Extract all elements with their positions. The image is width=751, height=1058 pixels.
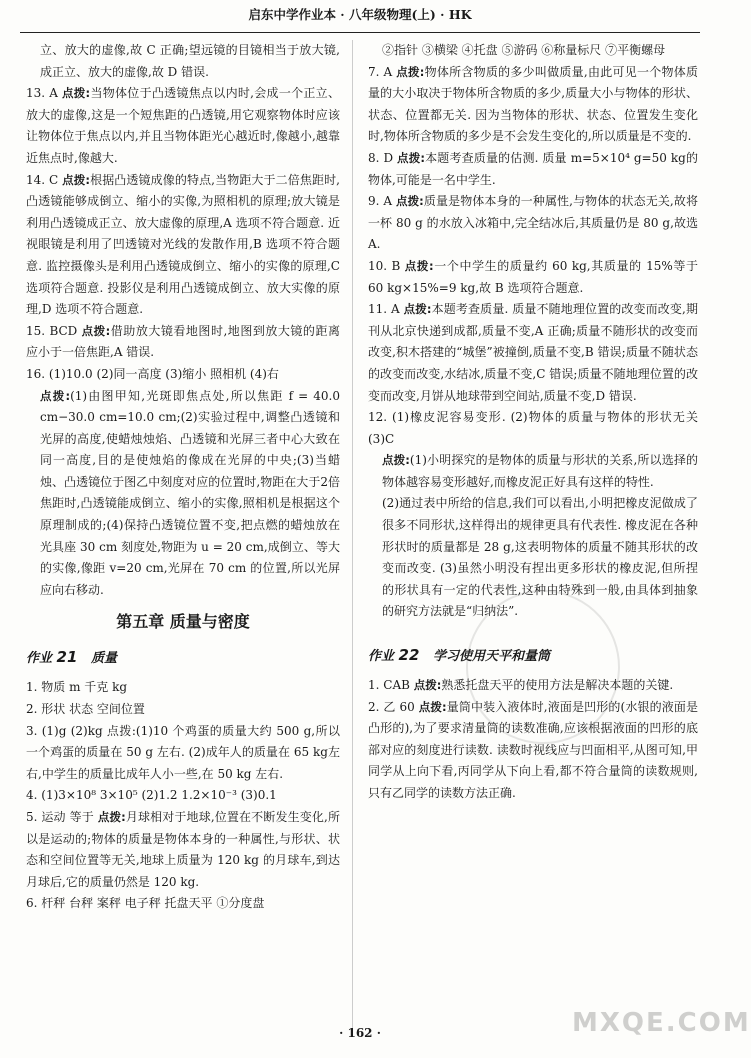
item-text: 当物体位于凸透镜焦点以内时,会成一个正立、放大的虚像,这是一个短焦距的凸透镜,用它观察物体时应该让物体位于焦点以内,并且当物体距光心越近时,像越小,越靠近焦点时,像越大.: [26, 86, 340, 165]
item-text: 立、放大的虚像,故 C 正确;望远镜的目镜相当于放大镜,成正立、放大的虚像,故 D 错误.: [40, 43, 340, 79]
hint-label: 点拨:: [403, 302, 432, 317]
hint-label: 点拨:: [397, 150, 425, 165]
item-answer: 物质 m 千克 kg: [41, 680, 128, 695]
item-text: 一个中学生的质量约 60 kg,其质量的 15%等于60 kg×15%=9 kg,故 B 选项符合题意.: [368, 258, 698, 295]
answer-item: [26, 677, 340, 699]
item-number: 15.: [26, 323, 46, 338]
answer-item: [26, 321, 340, 364]
hint-label: 点拨:: [61, 86, 91, 101]
item-text: 本题考查质量. 质量不随地理位置的改变而改变,期刊从北京快递到成都,质量不变,A 正确;质量不随形状的改变而改变,积木搭建的“城堡”被撞倒,质量不变,B 错误;质量不随状态的改变而改变,水结冰,质量不变,C 错误;质量不随地理位置的改变而改变,月饼从地球带到空间站,质量不变,D 错误.: [368, 302, 698, 403]
page-number: · 162 ·: [339, 1026, 381, 1040]
item-answer: (1)橡皮泥容易变形. (2)物体的质量与物体的形状无关 (3)C: [368, 410, 698, 446]
answer-item: [26, 807, 340, 893]
item-text: 月球相对于地球,位置在不断发生变化,所以是运动的;物体的质量是物体本身的一种属性,与形状、状态和空间位置等无关,地球上质量为 120 kg 的月球车,到达月球后,它的质量仍然是 120 kg.: [26, 810, 340, 889]
item-text: (1)小明探究的是物体的质量与形状的关系,所以选择的物体越容易变形越好,而橡皮泥正好具有这样的特性.: [382, 453, 698, 489]
hint-label: 点拨:: [40, 388, 71, 403]
answer-item: [368, 299, 698, 407]
section-prefix: 作业: [26, 651, 53, 667]
item-number: 13.: [26, 86, 46, 101]
item-text: (2)通过表中所给的信息,我们可以看出,小明把橡皮泥做成了很多不同形状,这样得出的规律更具有代表性. 橡皮泥在各种形状时的质量都是 28 g,这表明物体的质量不随其形状的改变而改变. (3)虽然小明没有捏出更多形状的橡皮泥,但所捏的形状具有一定的代表性,这种由特殊到一般,由具体到抽象的研究方法就是“归纳法”.: [382, 496, 698, 619]
section-title: 学习使用天平和量筒: [433, 649, 551, 665]
item-number: 14.: [26, 172, 46, 187]
answer-item: [26, 785, 340, 807]
item-number: 10.: [368, 258, 388, 273]
answer-item: [368, 256, 698, 299]
item-answer: 形状 状态 空间位置: [41, 702, 145, 717]
section-number: 22: [398, 646, 420, 665]
chapter-title: 第五章 质量与密度: [116, 612, 250, 632]
item-text: 量筒中装入液体时,液面是凹形的(水银的液面是凸形的),为了要求清量筒的读数准确,应该根据液面的凹形的底部对应的刻度进行读数. 读数时视线应与凹面相平,从图可知,甲同学从上向下看,丙同学从下向上看,都不符合量筒的读数规则,只有乙同学的读数方法正确.: [368, 699, 698, 800]
hint-label: 点拨:: [97, 810, 126, 824]
item-answer: B: [391, 258, 401, 273]
running-header: [0, 0, 720, 34]
item-answer: BCD: [49, 323, 78, 338]
item-answer: A: [383, 194, 393, 209]
item-answer: A: [49, 86, 58, 101]
header-title: 启东中学作业本 · 八年级物理(上) · HK: [248, 7, 472, 22]
answer-item: [26, 364, 340, 386]
item-answer: A: [383, 64, 393, 79]
item-number: 5.: [26, 810, 38, 824]
answer-item: [26, 170, 340, 321]
item-text: (1)由图甲知,光斑即焦点处,所以焦距 f = 40.0 cm−30.0 cm=10.0 cm;(2)实验过程中,调整凸透镜和光屏的高度,使蜡烛烛焰、凸透镜和光屏三者中心大致在同一高度,目的是使烛焰的像成在光屏的中央;(3)当蜡烛、凸透镜位于图乙中刻度对应的位置时,物距在大于2倍焦距时,凸透镜能成倒立、缩小的实像,照相机是根据这个原理制成的;(4)保持凸透镜位置不变,把点燃的蜡烛放在光具座 30 cm 刻度处,物距为 u = 20 cm,成倒立、等大的实像,像距 v=20 cm,光屏在 70 cm 的位置,所以光屏应向右移动.: [40, 388, 340, 597]
item-answer: (1)10.0 (2)同一高度 (3)缩小 照相机 (4)右: [48, 366, 279, 381]
item-number: 11.: [368, 302, 388, 317]
column-divider: [352, 40, 353, 1030]
answer-item: [26, 83, 340, 169]
item-text: 根据凸透镜成像的特点,当物距大于二倍焦距时,凸透镜能够成倒立、缩小的实像,为照相机的原理;放大镜是利用凸透镜成正立、放大虚像的原理,A 选项不符合题意. 近视眼镜是利用了凹透镜对光线的发散作用,B 选项不符合题意. 监控摄像头是利用凸透镜成倒立、缩小的实像的原理,C 选项符合题意. 投影仪是利用凸透镜成倒立、放大实像的原理,D 选项不符合题意.: [26, 172, 340, 317]
watermark-logo: MXQE.COM: [572, 1008, 751, 1038]
item-number: 2.: [26, 702, 38, 717]
section-title: 质量: [91, 651, 118, 667]
answer-item: [368, 62, 698, 148]
answer-item: [368, 191, 698, 256]
item-answer: (1)3×10⁸ 3×10⁵ (2)1.2 1.2×10⁻³ (3)0.1: [41, 788, 277, 803]
header-rule: [20, 32, 700, 33]
item-number: 7.: [368, 64, 380, 79]
item-answer: CAB: [383, 678, 410, 693]
item-number: 12.: [368, 410, 388, 425]
section-heading-21: [26, 643, 340, 673]
item-number: 1.: [26, 680, 38, 695]
hint-label: 点拨:: [395, 194, 424, 209]
answer-paragraph: [26, 40, 340, 83]
section-number: 21: [56, 648, 78, 667]
answer-paragraph: [368, 450, 698, 493]
hint-label: 点拨:: [396, 64, 425, 79]
hint-label: 点拨:: [418, 699, 447, 714]
item-answer: 乙 60: [383, 699, 415, 714]
answer-paragraph: [368, 40, 698, 62]
item-text: 借助放大镜看地图时,地图到放大镜的距离应小于一倍焦距,A 错误.: [26, 323, 340, 360]
hint-label: 点拨:: [404, 258, 434, 273]
answer-list-right: [368, 40, 698, 623]
item-answer: 杆秤 台秤 案秤 电子秤 托盘天平 ①分度盘: [41, 896, 265, 911]
answer-item: [368, 407, 698, 450]
item-text: (1)g (2)kg 点拨:(1)10 个鸡蛋的质量大约 500 g,所以一个鸡蛋的质量在 50 g 左右. (2)成年人的质量在 65 kg左右,中学生的质量比成年人小一些,在 50 kg 左右.: [26, 723, 340, 781]
answer-paragraph: [26, 386, 340, 602]
item-number: 9.: [368, 194, 380, 209]
answer-item: [26, 893, 340, 915]
answer-item: [26, 699, 340, 721]
item-answer: A: [391, 302, 400, 317]
item-number: 6.: [26, 896, 38, 911]
item-text: 质量是物体本身的一种属性,与物体的状态无关,故将一杯 80 g 的水放入冰箱中,完全结冰后,其质量仍是 80 g,故选 A.: [368, 194, 698, 252]
item-number: 2.: [368, 699, 380, 714]
item-answer: D: [383, 150, 394, 165]
section-prefix: 作业: [368, 649, 395, 665]
hint-label: 点拨:: [62, 172, 90, 187]
item-number: 1.: [368, 678, 380, 693]
item-text: 物体所含物质的多少叫做质量,由此可见一个物体质量的大小取决于物体所含物质的多少,质量大小与物体的形状、状态、位置都无关. 因为当物体的形状、状态、位置发生变化时,物体所含物质的多少是不会发生变化的,所以质量是不变的.: [368, 64, 698, 144]
left-column: [26, 40, 340, 915]
hint-label: 点拨:: [413, 678, 442, 693]
item-number: 4.: [26, 788, 38, 803]
answer-list-left: [26, 40, 340, 601]
item-text: ②指针 ③横梁 ④托盘 ⑤游码 ⑥称量标尺 ⑦平衡螺母: [382, 43, 666, 57]
item-text: 本题考查质量的估测. 质量 m=5×10⁴ g=50 kg的物体,可能是一名中学生.: [368, 150, 698, 187]
hint-label: 点拨:: [81, 323, 111, 338]
item-number: 3.: [26, 723, 38, 738]
answer-list-left-2: [26, 677, 340, 915]
hint-label: 点拨:: [382, 453, 410, 468]
item-text: 熟悉托盘天平的使用方法是解决本题的关键.: [441, 678, 674, 693]
answer-item: [26, 721, 340, 786]
item-answer: C: [49, 172, 59, 187]
answer-item: [368, 148, 698, 191]
item-number: 16.: [26, 366, 46, 381]
item-answer: 运动 等于: [41, 810, 94, 824]
item-number: 8.: [368, 150, 380, 165]
